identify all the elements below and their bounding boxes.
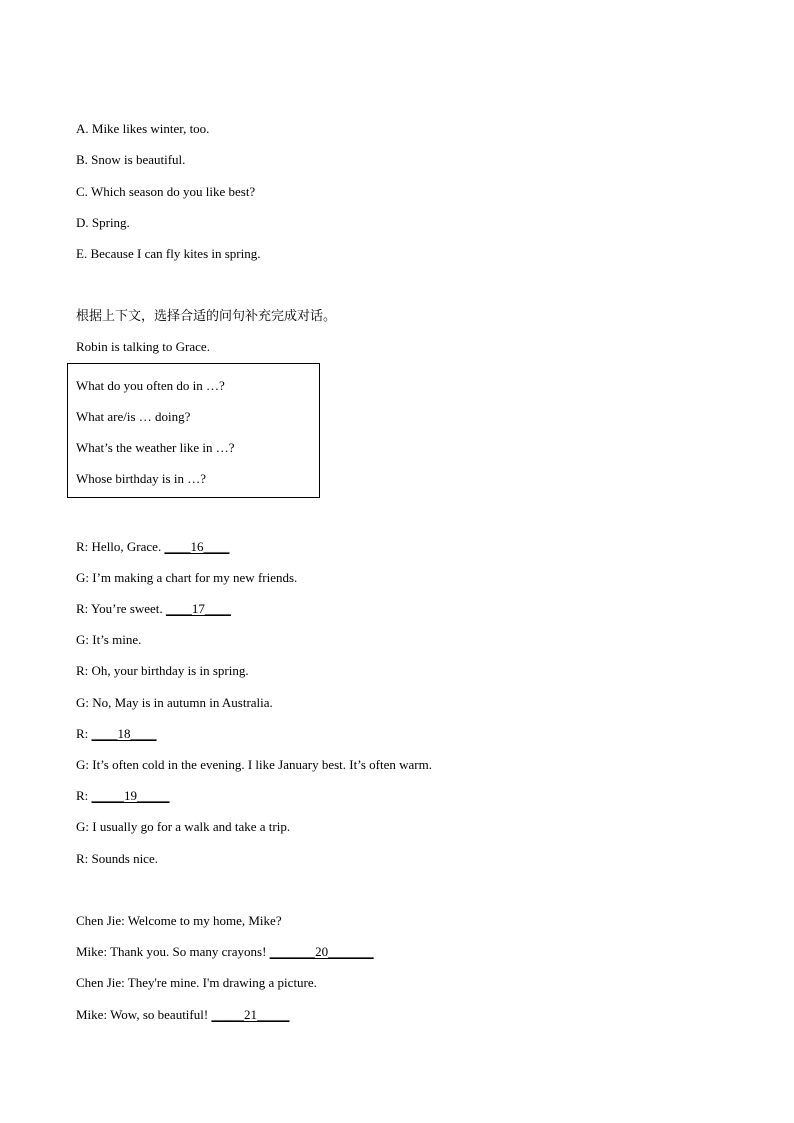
answer-blank: ____17____ <box>165 601 231 616</box>
option-c <box>76 184 255 200</box>
option-text: Because I can fly kites in spring. <box>90 246 261 261</box>
dialogue-text: G: It’s mine. <box>76 632 142 647</box>
option-d <box>76 215 130 231</box>
dialogue-text: Mike: Wow, so beautiful! <box>76 1007 212 1022</box>
option-text: Snow is beautiful. <box>91 152 186 167</box>
box-item: What do you often do in …? <box>76 378 225 393</box>
dialogue-text: R: <box>76 788 92 803</box>
option-text: Which season do you like best? <box>90 184 256 199</box>
dialogue-text: R: <box>76 726 92 741</box>
dialogue-text: Mike: Thank you. So many crayons! <box>76 944 270 959</box>
dialogue-text: R: You’re sweet. <box>76 601 166 616</box>
dialogue-line <box>76 788 170 804</box>
answer-blank: ____16____ <box>164 539 230 554</box>
answer-blank: _______20_______ <box>269 944 374 959</box>
dialogue-line <box>76 570 297 586</box>
dialogue-line <box>76 913 282 929</box>
option-letter: C. <box>76 184 88 199</box>
option-letter: B. <box>76 152 88 167</box>
question-word-box <box>67 363 320 498</box>
dialogue-text: G: No, May is in autumn in Australia. <box>76 695 273 710</box>
dialogue-text: Chen Jie: Welcome to my home, Mike? <box>76 913 282 928</box>
box-item: What are/is … doing? <box>76 409 191 424</box>
answer-blank: _____19_____ <box>91 788 170 803</box>
dialogue-text: G: I’m making a chart for my new friends. <box>76 570 298 585</box>
dialogue-text: R: Hello, Grace. <box>76 539 165 554</box>
dialogue-line <box>76 601 231 617</box>
answer-blank: ____18____ <box>91 726 157 741</box>
option-a <box>76 121 209 137</box>
dialogue-line <box>76 851 158 867</box>
option-text: Mike likes winter, too. <box>91 121 210 136</box>
section2-instruction: 根据上下文，选择合适的问句补充完成对话。 <box>76 309 337 324</box>
dialogue-text: G: It’s often cold in the evening. I like January best. It’s often warm. <box>76 757 432 772</box>
dialogue-line <box>76 944 374 960</box>
dialogue-line <box>76 539 229 555</box>
dialogue-text: G: I usually go for a walk and take a trip. <box>76 819 291 834</box>
option-letter: D. <box>76 215 89 230</box>
option-letter: A. <box>76 121 89 136</box>
dialogue-line <box>76 663 249 679</box>
answer-blank: _____21_____ <box>211 1007 290 1022</box>
dialogue-text: R: Sounds nice. <box>76 851 158 866</box>
option-text: Spring. <box>91 215 130 230</box>
dialogue-line <box>76 1007 289 1023</box>
dialogue-text: R: Oh, your birthday is in spring. <box>76 663 249 678</box>
box-item: What’s the weather like in …? <box>76 440 235 455</box>
dialogue-line <box>76 975 317 991</box>
dialogue-line <box>76 695 273 711</box>
option-b <box>76 152 185 168</box>
dialogue-line <box>76 757 432 773</box>
box-item: Whose birthday is in …? <box>76 471 206 486</box>
option-e <box>76 246 261 262</box>
dialogue-line <box>76 819 290 835</box>
section2-intro: Robin is talking to Grace. <box>76 339 210 354</box>
dialogue-line <box>76 726 157 742</box>
option-letter: E. <box>76 246 88 261</box>
dialogue-text: Chen Jie: They're mine. I'm drawing a picture. <box>76 975 317 990</box>
dialogue-line <box>76 632 141 648</box>
